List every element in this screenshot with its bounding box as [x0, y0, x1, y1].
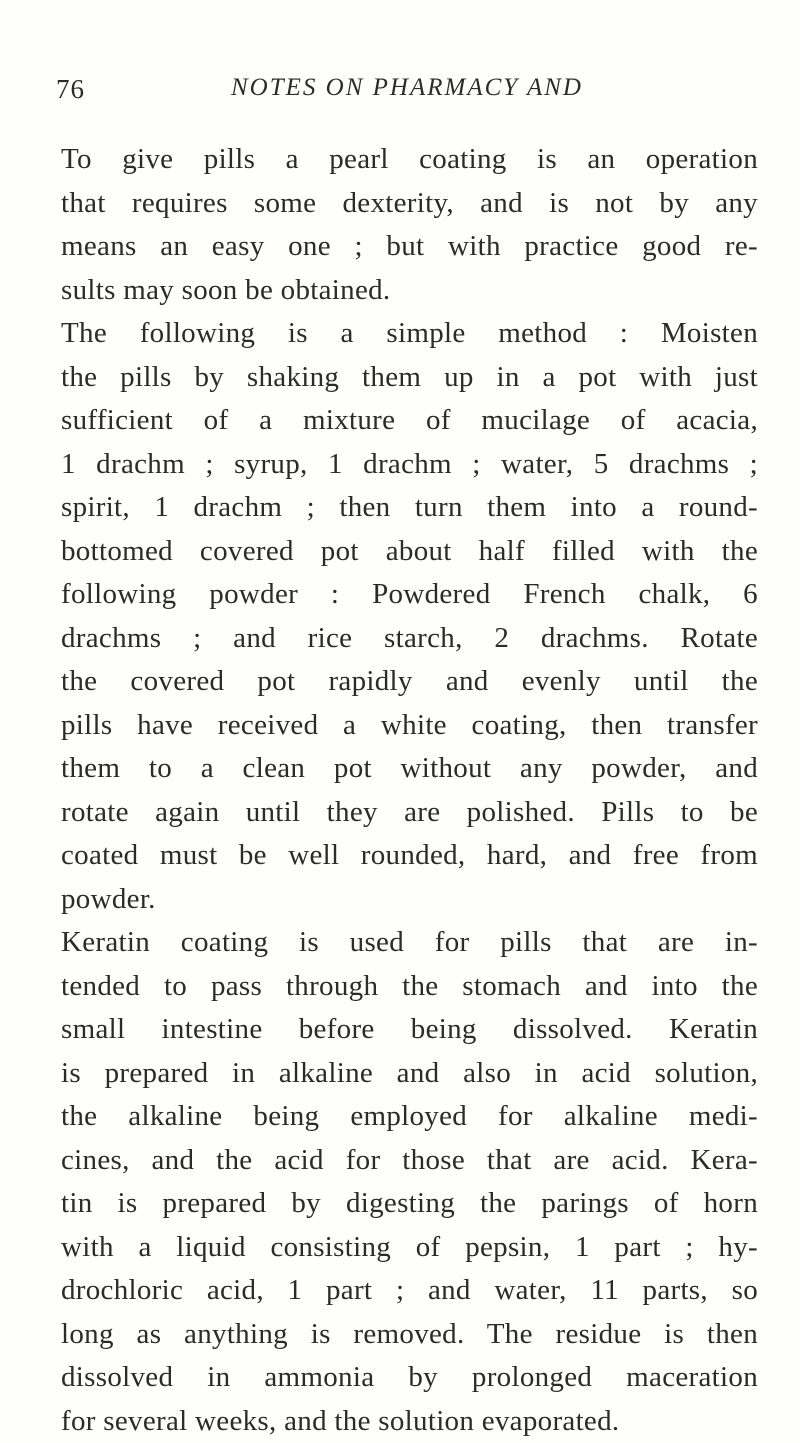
text-line: pills have received a white coating, then transfer: [61, 704, 758, 748]
text-line: them to a clean pot without any powder, and: [61, 747, 758, 791]
text-line: drochloric acid, 1 part ; and water, 11 parts, so: [61, 1269, 758, 1313]
text-line: To give pills a pearl coating is an operation: [61, 138, 758, 182]
text-line: tended to pass through the stomach and into the: [61, 965, 758, 1009]
page-number: 76: [56, 74, 85, 105]
text-line: 1 drachm ; syrup, 1 drachm ; water, 5 drachms ;: [61, 443, 758, 487]
text-line: powder.: [61, 878, 758, 922]
text-line: that requires some dexterity, and is not by any: [61, 182, 758, 226]
text-line: sults may soon be obtained.: [61, 269, 758, 313]
text-line: small intestine before being dissolved. Keratin: [61, 1008, 758, 1052]
text-line: means an easy one ; but with practice good re-: [61, 225, 758, 269]
text-line: is prepared in alkaline and also in acid solution,: [61, 1052, 758, 1096]
text-line: dissolved in ammonia by prolonged maceration: [61, 1356, 758, 1400]
text-line: rotate again until they are polished. Pills to be: [61, 791, 758, 835]
text-line: drachms ; and rice starch, 2 drachms. Rotate: [61, 617, 758, 661]
running-head: [56, 74, 726, 114]
body-text: [61, 138, 758, 1443]
text-line: the covered pot rapidly and evenly until the: [61, 660, 758, 704]
text-line: Keratin coating is used for pills that are in-: [61, 921, 758, 965]
text-line: tin is prepared by digesting the parings of horn: [61, 1182, 758, 1226]
text-line: coated must be well rounded, hard, and free from: [61, 834, 758, 878]
text-line: bottomed covered pot about half filled with the: [61, 530, 758, 574]
text-line: spirit, 1 drachm ; then turn them into a round-: [61, 486, 758, 530]
text-line: The following is a simple method : Moisten: [61, 312, 758, 356]
text-line: following powder : Powdered French chalk, 6: [61, 573, 758, 617]
text-line: the pills by shaking them up in a pot with just: [61, 356, 758, 400]
text-line: the alkaline being employed for alkaline medi-: [61, 1095, 758, 1139]
text-line: long as anything is removed. The residue is then: [61, 1313, 758, 1357]
text-line: cines, and the acid for those that are acid. Kera-: [61, 1139, 758, 1183]
text-line: with a liquid consisting of pepsin, 1 part ; hy-: [61, 1226, 758, 1270]
text-line: for several weeks, and the solution evaporated.: [61, 1400, 758, 1443]
text-line: sufficient of a mixture of mucilage of acacia,: [61, 399, 758, 443]
running-title: NOTES ON PHARMACY AND: [231, 74, 583, 102]
